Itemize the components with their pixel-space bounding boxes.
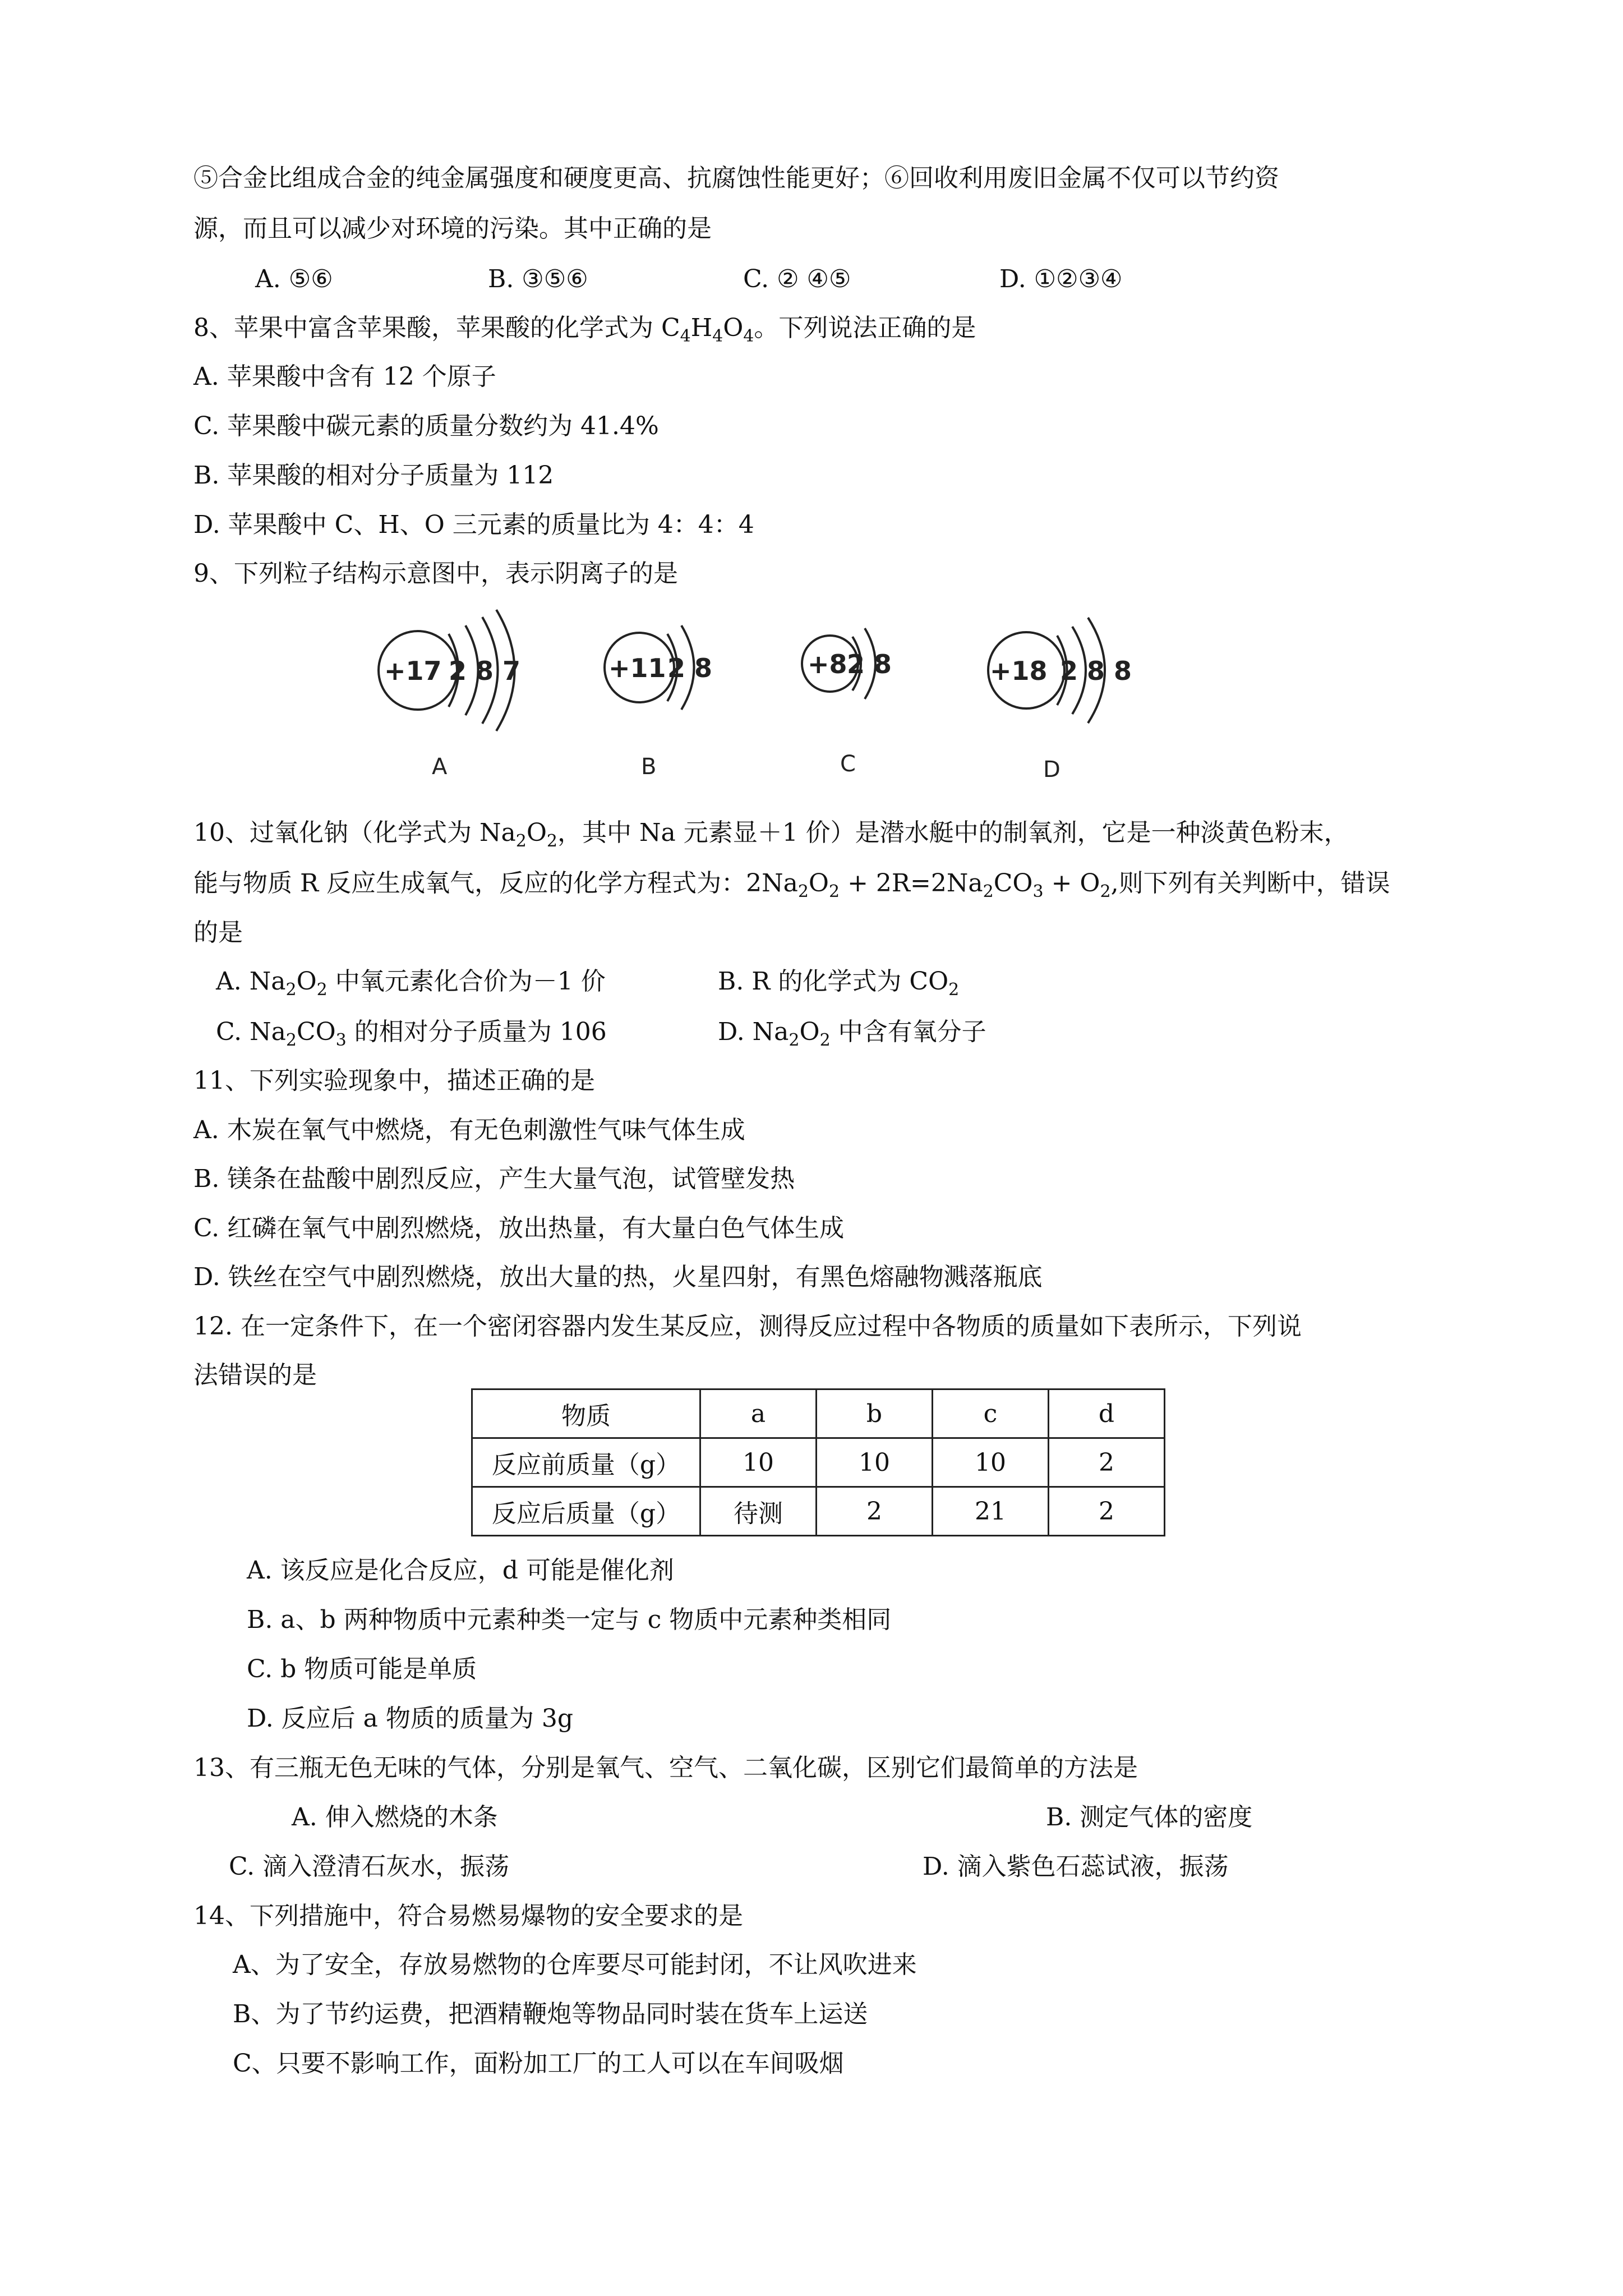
atom-d-nucleus: +18 (990, 656, 1048, 686)
q7-line-1: ⑤合金比组成合金的纯金属强度和硬度更高、抗腐蚀性能更好；⑥回收利用废旧金属不仅可以节约资 (193, 164, 1279, 192)
q11-option-b: B. 镁条在盐酸中剧烈反应，产生大量气泡，试管壁发热 (193, 1165, 795, 1193)
q13-option-c: C. 滴入澄清石灰水，振荡 (229, 1852, 510, 1881)
q13-option-b: B. 测定气体的密度 (1046, 1803, 1253, 1832)
q10-option-c: C. $Na_2CO_3$ 的相对分子质量为 106 (216, 1018, 607, 1050)
atom-a-label: A (432, 754, 448, 780)
q7-line-2: 源，而且可以减少对环境的污染。其中正确的是 (193, 214, 712, 243)
table-cell: 2 (1049, 1438, 1165, 1487)
atom-diagram-a (379, 610, 520, 780)
table-row (472, 1438, 1165, 1487)
q10-line-1: 10、过氧化钠（化学式为 $Na_2O_2$，其中 Na 元素显＋1 价）是潜水艇中的制氧剂，它是一种淡黄色粉末， (193, 818, 1349, 851)
table-cell: 2 (817, 1487, 933, 1536)
q11-stem: 11、下列实验现象中，描述正确的是 (193, 1066, 595, 1095)
q11-option-c: C. 红磷在氧气中剧烈燃烧，放出热量，有大量白色气体生成 (193, 1214, 845, 1243)
q12-option-b: B. a、b 两种物质中元素种类一定与 c 物质中元素种类相同 (247, 1605, 892, 1634)
mass-data-table (471, 1388, 1165, 1536)
atom-d-label: D (1043, 757, 1061, 783)
q7-option-c: C. ② ④⑤ (743, 265, 851, 293)
q12-option-d: D. 反应后 a 物质的质量为 3g (247, 1704, 574, 1733)
table-cell: 10 (700, 1438, 817, 1487)
table-cell: 反应前质量（g） (472, 1438, 700, 1487)
q8-stem: 8、苹果中富含苹果酸，苹果酸的化学式为 $C_4H_4O_4$。下列说法正确的是 (193, 314, 976, 346)
table-header-cell: b (817, 1389, 933, 1438)
q12-option-a: A. 该反应是化合反应，d 可能是催化剂 (247, 1556, 674, 1585)
table-cell: 待测 (700, 1487, 817, 1536)
atom-b-shells: 2 8 (667, 653, 713, 683)
q14-option-b: B、为了节约运费，把酒精鞭炮等物品同时装在货车上运送 (233, 2000, 868, 2028)
q8-option-c: C. 苹果酸中碳元素的质量分数约为 41.4% (193, 412, 659, 440)
q9-stem: 9、下列粒子结构示意图中，表示阴离子的是 (193, 559, 678, 588)
q10-option-a: A. $Na_2O_2$ 中氧元素化合价为－1 价 (216, 967, 606, 1000)
atom-diagram-b (605, 625, 712, 780)
atom-d-shells: 2 8 8 (1060, 656, 1132, 686)
q13-option-d: D. 滴入紫色石蕊试液，振荡 (923, 1852, 1229, 1881)
atom-a-shells: 2 8 7 (449, 656, 521, 686)
atom-b-label: B (641, 754, 657, 780)
atom-diagram-c (802, 628, 892, 777)
atom-c-nucleus: +8 (808, 649, 847, 679)
q10-line-3: 的是 (193, 918, 243, 947)
atom-diagram-d (988, 618, 1132, 783)
table-cell: 2 (1049, 1487, 1165, 1536)
atom-a-nucleus: +17 (384, 656, 442, 686)
table-header-cell: 物质 (472, 1389, 700, 1438)
q10-option-b: B. R 的化学式为 $CO_2$ (718, 967, 960, 1000)
q8-option-b: B. 苹果酸的相对分子质量为 112 (193, 461, 554, 490)
table-header-cell: d (1049, 1389, 1165, 1438)
table-cell: 反应后质量（g） (472, 1487, 700, 1536)
q10-line-2: 能与物质 R 反应生成氧气，反应的化学方程式为：$2Na_2O_2 + 2R=2Na_2CO_3 + O_2$,则下列有关判断中，错误 (193, 869, 1390, 901)
q11-option-d: D. 铁丝在空气中剧烈燃烧，放出大量的热，火星四射，有黑色熔融物溅落瓶底 (193, 1263, 1043, 1291)
q10-option-d: D. $Na_2O_2$ 中含有氧分子 (718, 1018, 986, 1050)
atom-c-label: C (840, 751, 856, 777)
q7-option-b: B. ③⑤⑥ (488, 265, 588, 293)
particle-structure-diagrams (365, 603, 1206, 788)
q13-option-a: A. 伸入燃烧的木条 (292, 1803, 498, 1832)
q14-stem: 14、下列措施中，符合易燃易爆物的安全要求的是 (193, 1902, 743, 1930)
q8-option-d: D. 苹果酸中 C、H、O 三元素的质量比为 4：4：4 (193, 510, 754, 539)
q7-option-d: D. ①②③④ (999, 265, 1123, 293)
q12-line-2: 法错误的是 (193, 1361, 317, 1389)
table-cell: 10 (933, 1438, 1049, 1487)
table-row (472, 1487, 1165, 1536)
q11-option-a: A. 木炭在氧气中燃烧，有无色刺激性气味气体生成 (193, 1116, 745, 1144)
q14-option-c: C、只要不影响工作，面粉加工厂的工人可以在车间吸烟 (233, 2049, 844, 2078)
q8-option-a: A. 苹果酸中含有 12 个原子 (193, 362, 496, 391)
q7-option-a: A. ⑤⑥ (255, 265, 333, 293)
q12-line-1: 12. 在一定条件下，在一个密闭容器内发生某反应，测得反应过程中各物质的质量如下表所示，下列说 (193, 1312, 1302, 1341)
q13-stem: 13、有三瓶无色无味的气体，分别是氧气、空气、二氧化碳，区别它们最简单的方法是 (193, 1754, 1138, 1782)
atom-b-nucleus: +11 (608, 653, 666, 683)
table-cell: 10 (817, 1438, 933, 1487)
table-header-row (472, 1389, 1165, 1438)
q14-option-a: A、为了安全，存放易燃物的仓库要尽可能封闭，不让风吹进来 (233, 1950, 917, 1979)
table-cell: 21 (933, 1487, 1049, 1536)
atom-c-shells: 2 8 (847, 649, 892, 679)
table-header-cell: c (933, 1389, 1049, 1438)
q12-option-c: C. b 物质可能是单质 (247, 1655, 477, 1683)
table-header-cell: a (700, 1389, 817, 1438)
